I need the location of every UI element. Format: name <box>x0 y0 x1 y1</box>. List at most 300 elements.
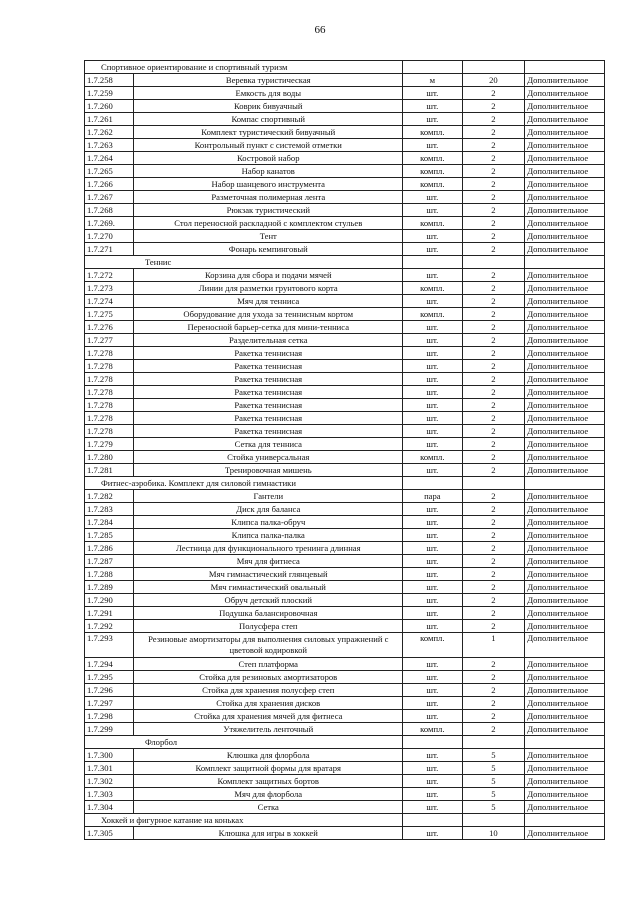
empty-cell <box>525 736 605 749</box>
item-type: Дополнительное <box>525 827 605 840</box>
item-type: Дополнительное <box>525 412 605 425</box>
table-row <box>85 594 605 607</box>
item-type: Дополнительное <box>525 282 605 295</box>
item-number: 1.7.289 <box>85 581 134 594</box>
item-unit: шт. <box>403 204 463 217</box>
table-row <box>85 581 605 594</box>
item-quantity: 2 <box>462 126 525 139</box>
item-type: Дополнительное <box>525 464 605 477</box>
item-number: 1.7.278 <box>85 347 134 360</box>
item-number: 1.7.280 <box>85 451 134 464</box>
table-row <box>85 827 605 840</box>
item-name: Компас спортивный <box>134 113 403 126</box>
item-number: 1.7.266 <box>85 178 134 191</box>
item-type: Дополнительное <box>525 658 605 671</box>
item-name: Ракетка теннисная <box>134 399 403 412</box>
table-row <box>85 671 605 684</box>
item-type: Дополнительное <box>525 503 605 516</box>
item-type: Дополнительное <box>525 801 605 814</box>
section-title: Хоккей и фигурное катание на коньках <box>85 814 403 827</box>
item-unit: шт. <box>403 581 463 594</box>
item-quantity: 2 <box>462 282 525 295</box>
table-row <box>85 178 605 191</box>
item-quantity: 2 <box>462 594 525 607</box>
item-name: Степ платформа <box>134 658 403 671</box>
item-unit: м <box>403 74 463 87</box>
item-type: Дополнительное <box>525 269 605 282</box>
item-quantity: 2 <box>462 100 525 113</box>
item-name: Контрольный пункт с системой отметки <box>134 139 403 152</box>
item-name: Ракетка теннисная <box>134 347 403 360</box>
item-number: 1.7.292 <box>85 620 134 633</box>
item-number: 1.7.278 <box>85 373 134 386</box>
item-unit: шт. <box>403 749 463 762</box>
item-unit: шт. <box>403 230 463 243</box>
item-unit: шт. <box>403 321 463 334</box>
item-name: Набор канатов <box>134 165 403 178</box>
item-number: 1.7.298 <box>85 710 134 723</box>
table-row <box>85 710 605 723</box>
section-row <box>85 256 605 269</box>
item-quantity: 2 <box>462 658 525 671</box>
item-unit: шт. <box>403 568 463 581</box>
item-name: Лестница для функционального тренинга длинная <box>134 542 403 555</box>
item-type: Дополнительное <box>525 386 605 399</box>
empty-cell <box>403 256 463 269</box>
item-type: Дополнительное <box>525 152 605 165</box>
item-name: Клипса палка-палка <box>134 529 403 542</box>
section-row <box>85 814 605 827</box>
table-row <box>85 399 605 412</box>
item-number: 1.7.264 <box>85 152 134 165</box>
item-number: 1.7.291 <box>85 607 134 620</box>
item-name: Клюшка для флорбола <box>134 749 403 762</box>
item-type: Дополнительное <box>525 295 605 308</box>
item-type: Дополнительное <box>525 555 605 568</box>
item-quantity: 2 <box>462 529 525 542</box>
item-quantity: 2 <box>462 334 525 347</box>
item-unit: компл. <box>403 723 463 736</box>
item-number: 1.7.267 <box>85 191 134 204</box>
item-number: 1.7.283 <box>85 503 134 516</box>
item-type: Дополнительное <box>525 425 605 438</box>
item-unit: компл. <box>403 217 463 230</box>
item-unit: шт. <box>403 788 463 801</box>
table-row <box>85 295 605 308</box>
item-type: Дополнительное <box>525 178 605 191</box>
item-quantity: 2 <box>462 399 525 412</box>
table-row <box>85 684 605 697</box>
item-type: Дополнительное <box>525 516 605 529</box>
item-quantity: 2 <box>462 321 525 334</box>
item-type: Дополнительное <box>525 620 605 633</box>
item-name: Мяч гимнастический овальный <box>134 581 403 594</box>
item-quantity: 2 <box>462 710 525 723</box>
item-type: Дополнительное <box>525 568 605 581</box>
table-row <box>85 321 605 334</box>
item-quantity: 5 <box>462 762 525 775</box>
item-name: Оборудование для ухода за теннисным кортом <box>134 308 403 321</box>
item-quantity: 2 <box>462 152 525 165</box>
item-number: 1.7.284 <box>85 516 134 529</box>
item-unit: шт. <box>403 762 463 775</box>
equipment-table <box>84 60 605 840</box>
item-unit: шт. <box>403 139 463 152</box>
item-name: Тент <box>134 230 403 243</box>
item-number: 1.7.304 <box>85 801 134 814</box>
item-name: Стол переносной раскладной с комплектом стульев <box>134 217 403 230</box>
item-type: Дополнительное <box>525 360 605 373</box>
table-row <box>85 425 605 438</box>
item-name: Корзина для сбора и подачи мячей <box>134 269 403 282</box>
table-row <box>85 412 605 425</box>
item-unit: шт. <box>403 516 463 529</box>
item-name: Обруч детский плоский <box>134 594 403 607</box>
item-name: Клипса палка-обруч <box>134 516 403 529</box>
item-name: Фонарь кемпинговый <box>134 243 403 256</box>
item-quantity: 2 <box>462 243 525 256</box>
item-quantity: 2 <box>462 191 525 204</box>
item-type: Дополнительное <box>525 788 605 801</box>
item-type: Дополнительное <box>525 321 605 334</box>
table-row <box>85 334 605 347</box>
item-quantity: 2 <box>462 373 525 386</box>
item-name: Стойка универсальная <box>134 451 403 464</box>
item-number: 1.7.278 <box>85 386 134 399</box>
item-quantity: 2 <box>462 269 525 282</box>
table-row <box>85 464 605 477</box>
section-title: Флорбол <box>85 736 403 749</box>
table-row <box>85 568 605 581</box>
page-number: 66 <box>314 24 326 36</box>
empty-cell <box>462 736 525 749</box>
item-unit: шт. <box>403 386 463 399</box>
item-quantity: 5 <box>462 749 525 762</box>
item-name: Стойка для хранения дисков <box>134 697 403 710</box>
item-type: Дополнительное <box>525 671 605 684</box>
item-number: 1.7.268 <box>85 204 134 217</box>
item-number: 1.7.297 <box>85 697 134 710</box>
table-row <box>85 451 605 464</box>
item-type: Дополнительное <box>525 74 605 87</box>
item-unit: шт. <box>403 464 463 477</box>
item-unit: шт. <box>403 801 463 814</box>
table-row <box>85 100 605 113</box>
table-row <box>85 775 605 788</box>
item-name: Резиновые амортизаторы для выполнения силовых упражнений с цветовой кодировкой <box>134 633 403 658</box>
item-quantity: 2 <box>462 464 525 477</box>
item-type: Дополнительное <box>525 217 605 230</box>
item-number: 1.7.278 <box>85 360 134 373</box>
item-number: 1.7.278 <box>85 412 134 425</box>
item-name: Разметочная полимерная лента <box>134 191 403 204</box>
item-quantity: 5 <box>462 801 525 814</box>
item-quantity: 2 <box>462 503 525 516</box>
section-row <box>85 736 605 749</box>
table-row <box>85 360 605 373</box>
item-name: Мяч для флорбола <box>134 788 403 801</box>
section-title: Фитнес-аэробика. Комплект для силовой гимнастики <box>85 477 403 490</box>
empty-cell <box>403 736 463 749</box>
item-unit: шт. <box>403 295 463 308</box>
item-number: 1.7.258 <box>85 74 134 87</box>
item-quantity: 2 <box>462 425 525 438</box>
table-row <box>85 788 605 801</box>
item-type: Дополнительное <box>525 581 605 594</box>
empty-cell <box>462 61 525 74</box>
item-number: 1.7.276 <box>85 321 134 334</box>
item-unit: шт. <box>403 334 463 347</box>
table-row <box>85 723 605 736</box>
item-unit: шт. <box>403 607 463 620</box>
item-quantity: 5 <box>462 788 525 801</box>
item-unit: шт. <box>403 100 463 113</box>
item-number: 1.7.265 <box>85 165 134 178</box>
table-row <box>85 347 605 360</box>
item-unit: шт. <box>403 269 463 282</box>
item-number: 1.7.277 <box>85 334 134 347</box>
item-name: Тренировочная мишень <box>134 464 403 477</box>
item-unit: компл. <box>403 152 463 165</box>
item-type: Дополнительное <box>525 633 605 658</box>
item-number: 1.7.293 <box>85 633 134 658</box>
item-quantity: 2 <box>462 451 525 464</box>
item-name: Клюшка для игры в хоккей <box>134 827 403 840</box>
item-name: Ракетка теннисная <box>134 425 403 438</box>
item-unit: шт. <box>403 438 463 451</box>
empty-cell <box>462 814 525 827</box>
item-quantity: 2 <box>462 230 525 243</box>
item-quantity: 2 <box>462 490 525 503</box>
item-type: Дополнительное <box>525 399 605 412</box>
item-number: 1.7.281 <box>85 464 134 477</box>
item-quantity: 2 <box>462 697 525 710</box>
item-number: 1.7.270 <box>85 230 134 243</box>
table-row <box>85 386 605 399</box>
item-number: 1.7.290 <box>85 594 134 607</box>
item-unit: шт. <box>403 399 463 412</box>
item-unit: компл. <box>403 165 463 178</box>
item-number: 1.7.295 <box>85 671 134 684</box>
item-number: 1.7.259 <box>85 87 134 100</box>
item-quantity: 2 <box>462 671 525 684</box>
item-name: Набор шанцевого инструмента <box>134 178 403 191</box>
table-row <box>85 503 605 516</box>
table-row <box>85 269 605 282</box>
item-quantity: 2 <box>462 87 525 100</box>
item-quantity: 2 <box>462 542 525 555</box>
item-number: 1.7.302 <box>85 775 134 788</box>
item-unit: шт. <box>403 425 463 438</box>
section-row <box>85 61 605 74</box>
item-unit: компл. <box>403 308 463 321</box>
table-row <box>85 165 605 178</box>
item-quantity: 10 <box>462 827 525 840</box>
item-name: Рюкзак туристический <box>134 204 403 217</box>
item-type: Дополнительное <box>525 451 605 464</box>
item-unit: шт. <box>403 710 463 723</box>
item-type: Дополнительное <box>525 438 605 451</box>
item-unit: шт. <box>403 360 463 373</box>
item-unit: шт. <box>403 347 463 360</box>
table-row <box>85 529 605 542</box>
empty-cell <box>403 814 463 827</box>
item-number: 1.7.272 <box>85 269 134 282</box>
item-type: Дополнительное <box>525 308 605 321</box>
item-unit: шт. <box>403 671 463 684</box>
item-name: Переносной барьер-сетка для мини-тенниса <box>134 321 403 334</box>
item-number: 1.7.278 <box>85 425 134 438</box>
item-name: Диск для баланса <box>134 503 403 516</box>
item-type: Дополнительное <box>525 139 605 152</box>
item-number: 1.7.273 <box>85 282 134 295</box>
table-row <box>85 243 605 256</box>
item-name: Сетка для тенниса <box>134 438 403 451</box>
item-type: Дополнительное <box>525 87 605 100</box>
item-unit: шт. <box>403 827 463 840</box>
empty-cell <box>525 477 605 490</box>
item-type: Дополнительное <box>525 710 605 723</box>
item-quantity: 2 <box>462 204 525 217</box>
table-body <box>85 61 605 840</box>
empty-cell <box>525 61 605 74</box>
item-type: Дополнительное <box>525 243 605 256</box>
item-type: Дополнительное <box>525 373 605 386</box>
item-name: Разделительная сетка <box>134 334 403 347</box>
item-type: Дополнительное <box>525 126 605 139</box>
item-unit: компл. <box>403 451 463 464</box>
item-type: Дополнительное <box>525 347 605 360</box>
item-type: Дополнительное <box>525 191 605 204</box>
item-quantity: 2 <box>462 165 525 178</box>
item-name: Утяжелитель ленточный <box>134 723 403 736</box>
item-type: Дополнительное <box>525 165 605 178</box>
table-row <box>85 607 605 620</box>
table-row <box>85 516 605 529</box>
item-type: Дополнительное <box>525 775 605 788</box>
item-unit: шт. <box>403 113 463 126</box>
item-quantity: 20 <box>462 74 525 87</box>
item-unit: шт. <box>403 684 463 697</box>
item-name: Емкость для воды <box>134 87 403 100</box>
item-number: 1.7.282 <box>85 490 134 503</box>
item-quantity: 2 <box>462 438 525 451</box>
item-unit: шт. <box>403 529 463 542</box>
item-type: Дополнительное <box>525 749 605 762</box>
item-type: Дополнительное <box>525 723 605 736</box>
table-row <box>85 801 605 814</box>
item-type: Дополнительное <box>525 204 605 217</box>
item-number: 1.7.299 <box>85 723 134 736</box>
item-quantity: 2 <box>462 217 525 230</box>
item-name: Линии для разметки грунтового корта <box>134 282 403 295</box>
table-row <box>85 113 605 126</box>
item-type: Дополнительное <box>525 529 605 542</box>
table-row <box>85 749 605 762</box>
item-name: Ракетка теннисная <box>134 386 403 399</box>
item-unit: компл. <box>403 633 463 658</box>
item-name: Сетка <box>134 801 403 814</box>
item-quantity: 2 <box>462 386 525 399</box>
item-number: 1.7.279 <box>85 438 134 451</box>
item-number: 1.7.287 <box>85 555 134 568</box>
item-name: Комплект туристический бивуачный <box>134 126 403 139</box>
item-name: Веревка туристическая <box>134 74 403 87</box>
empty-cell <box>525 256 605 269</box>
item-number: 1.7.261 <box>85 113 134 126</box>
item-name: Комплект защитных бортов <box>134 775 403 788</box>
item-name: Ракетка теннисная <box>134 360 403 373</box>
section-title: Теннис <box>85 256 403 269</box>
item-type: Дополнительное <box>525 684 605 697</box>
item-quantity: 2 <box>462 555 525 568</box>
item-number: 1.7.271 <box>85 243 134 256</box>
empty-cell <box>462 477 525 490</box>
item-number: 1.7.300 <box>85 749 134 762</box>
item-quantity: 2 <box>462 295 525 308</box>
item-number: 1.7.269. <box>85 217 134 230</box>
item-unit: шт. <box>403 594 463 607</box>
item-name: Мяч для тенниса <box>134 295 403 308</box>
item-quantity: 2 <box>462 360 525 373</box>
empty-cell <box>462 256 525 269</box>
item-unit: компл. <box>403 178 463 191</box>
item-number: 1.7.262 <box>85 126 134 139</box>
item-number: 1.7.296 <box>85 684 134 697</box>
item-name: Мяч гимнастический глянцевый <box>134 568 403 581</box>
item-quantity: 2 <box>462 568 525 581</box>
table-row <box>85 555 605 568</box>
item-name: Стойка для хранения мячей для фитнеса <box>134 710 403 723</box>
item-quantity: 2 <box>462 308 525 321</box>
item-unit: шт. <box>403 697 463 710</box>
item-number: 1.7.274 <box>85 295 134 308</box>
item-type: Дополнительное <box>525 762 605 775</box>
table-row <box>85 373 605 386</box>
item-unit: шт. <box>403 542 463 555</box>
item-name: Полусфера степ <box>134 620 403 633</box>
table-row <box>85 542 605 555</box>
item-unit: шт. <box>403 373 463 386</box>
item-type: Дополнительное <box>525 100 605 113</box>
item-unit: компл. <box>403 282 463 295</box>
item-name: Стойка для резиновых амортизаторов <box>134 671 403 684</box>
item-quantity: 2 <box>462 581 525 594</box>
table-row <box>85 126 605 139</box>
table-row <box>85 191 605 204</box>
table-row <box>85 152 605 165</box>
table-row <box>85 230 605 243</box>
item-unit: шт. <box>403 620 463 633</box>
item-type: Дополнительное <box>525 607 605 620</box>
empty-cell <box>525 814 605 827</box>
item-number: 1.7.303 <box>85 788 134 801</box>
item-number: 1.7.278 <box>85 399 134 412</box>
item-unit: шт. <box>403 87 463 100</box>
table-row <box>85 217 605 230</box>
item-quantity: 2 <box>462 139 525 152</box>
table-row <box>85 633 605 658</box>
item-number: 1.7.288 <box>85 568 134 581</box>
item-unit: шт. <box>403 412 463 425</box>
table-row <box>85 87 605 100</box>
item-name: Стойка для хранения полусфер степ <box>134 684 403 697</box>
item-unit: шт. <box>403 775 463 788</box>
item-quantity: 5 <box>462 775 525 788</box>
table-row <box>85 438 605 451</box>
item-name: Гантели <box>134 490 403 503</box>
table-row <box>85 308 605 321</box>
